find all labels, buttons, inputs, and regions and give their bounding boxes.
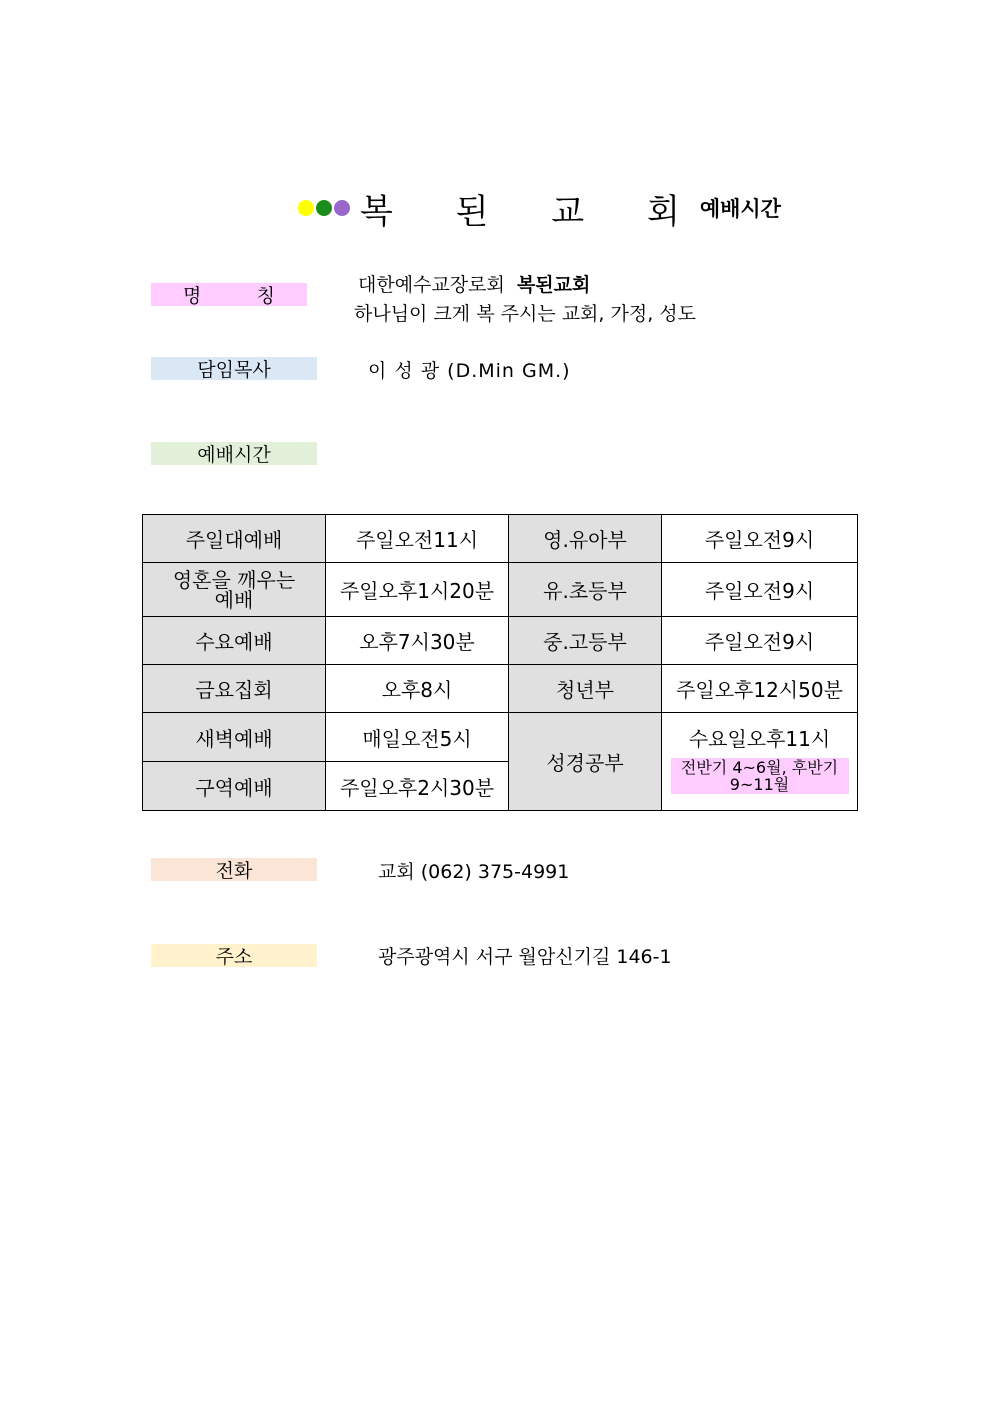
worship-schedule-table (142, 514, 858, 811)
bible-study-note: 전반기 4~6월, 후반기 9~11월 (671, 758, 849, 794)
service-time-cell: 주일오후1시20분 (326, 563, 509, 617)
phone-number: 교회 (062) 375-4991 (378, 861, 570, 883)
pastor-label: 담임목사 (151, 357, 317, 380)
department-name-cell: 영.유아부 (509, 515, 662, 563)
pastor-name: 이 성 광 (D.Min GM.) (368, 360, 571, 382)
department-name-cell: 유.초등부 (509, 563, 662, 617)
phone-label: 전화 (151, 858, 317, 881)
department-name-cell: 청년부 (509, 665, 662, 713)
service-name-cell: 영혼을 깨우는 예배 (143, 563, 326, 617)
bible-study-time-cell (662, 713, 858, 811)
page-subtitle: 예배시간 (699, 197, 781, 221)
department-time-cell: 주일오후12시50분 (662, 665, 858, 713)
service-name-cell: 새벽예배 (143, 713, 326, 762)
page-title: 복 된 교 회 (360, 191, 706, 232)
page-title-row (298, 186, 781, 230)
church-full-name (358, 270, 590, 297)
department-time-cell: 주일오전9시 (662, 515, 858, 563)
yellow-dot-icon (298, 200, 314, 216)
service-name-cell: 금요집회 (143, 665, 326, 713)
bible-study-time: 수요일오후11시 (688, 727, 831, 751)
department-name-cell: 성경공부 (509, 713, 662, 811)
service-name-cell: 주일대예배 (143, 515, 326, 563)
table-row (143, 713, 858, 762)
name-label (151, 283, 307, 306)
table-row (143, 665, 858, 713)
department-time-cell: 주일오전9시 (662, 617, 858, 665)
name-label-right: 칭 (256, 285, 275, 307)
service-time-cell: 주일오후2시30분 (326, 762, 509, 811)
table-row (143, 515, 858, 563)
purple-dot-icon (334, 200, 350, 216)
service-time-cell: 오후8시 (326, 665, 509, 713)
department-time-cell: 주일오전9시 (662, 563, 858, 617)
worship-time-label: 예배시간 (151, 442, 317, 465)
service-time-cell: 매일오전5시 (326, 713, 509, 762)
table-row (143, 617, 858, 665)
service-time-cell: 오후7시30분 (326, 617, 509, 665)
address-value: 광주광역시 서구 월암신기길 146-1 (378, 946, 672, 968)
green-dot-icon (316, 200, 332, 216)
service-name-cell: 수요예배 (143, 617, 326, 665)
service-time-cell: 주일오전11시 (326, 515, 509, 563)
church-motto: 하나님이 크게 복 주시는 교회, 가정, 성도 (354, 303, 696, 325)
service-name-cell: 구역예배 (143, 762, 326, 811)
table-row (143, 563, 858, 617)
name-label-left: 명 (183, 285, 202, 307)
denomination: 대한예수교장로회 (358, 274, 505, 296)
department-name-cell: 중.고등부 (509, 617, 662, 665)
address-label: 주소 (151, 944, 317, 967)
church-name: 복된교회 (516, 274, 591, 296)
